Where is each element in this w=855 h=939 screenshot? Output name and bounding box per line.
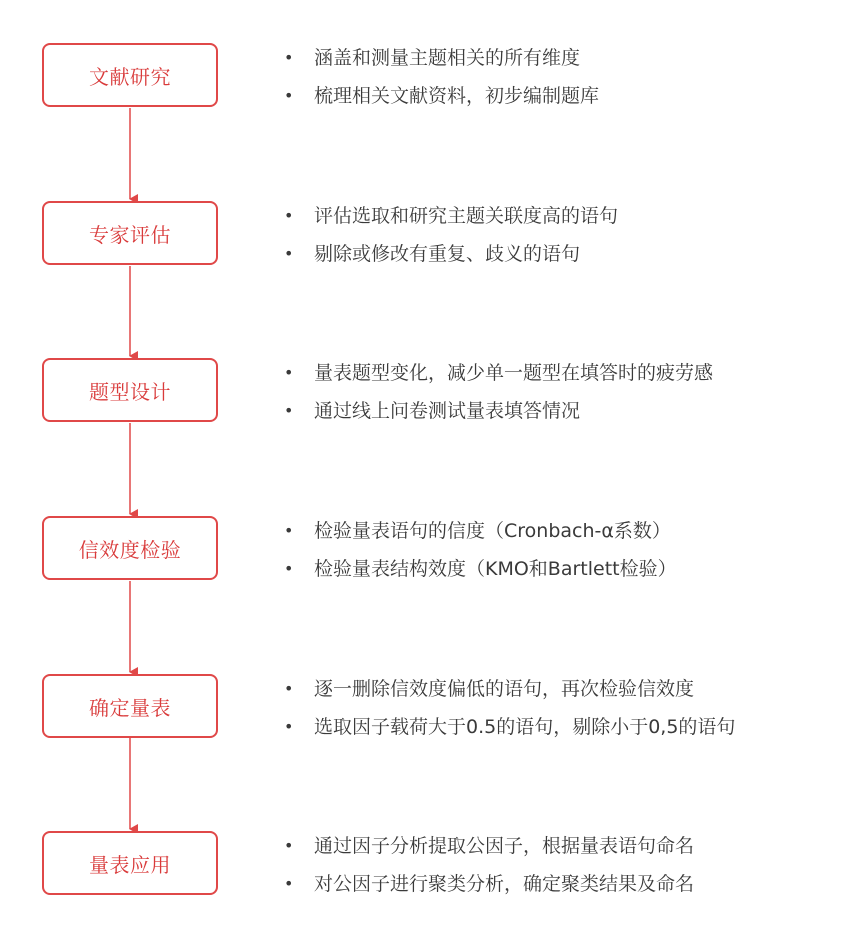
step-box-reliability-validity-test [42,516,218,580]
step-label: 量表应用 [89,852,171,877]
step-box-expert-review [42,201,218,265]
bullet-item: • 量表题型变化，减少单一题型在填答时的疲劳感 [282,354,842,392]
bullet-item: • 选取因子载荷大于0.5的语句，剔除小于0,5的语句 [282,708,842,746]
step-box-question-design [42,358,218,422]
step-label: 文献研究 [89,64,171,89]
bullet-item: • 检验量表结构效度（KMO和Bartlett检验） [282,550,842,588]
bullet-item: • 通过线上问卷测试量表填答情况 [282,392,842,430]
bullet-item: • 梳理相关文献资料，初步编制题库 [282,77,842,115]
bullet-item: • 对公因子进行聚类分析，确定聚类结果及命名 [282,865,842,903]
step-bullets-finalize-scale [282,670,842,746]
bullet-item: • 剔除或修改有重复、歧义的语句 [282,235,842,273]
step-label: 信效度检验 [78,537,182,562]
bullet-item: • 逐一删除信效度偏低的语句，再次检验信效度 [282,670,842,708]
step-bullets-reliability-validity-test [282,512,842,588]
step-label: 确定量表 [89,695,171,720]
step-label: 题型设计 [89,379,171,404]
step-box-literature-research [42,43,218,107]
step-box-finalize-scale [42,674,218,738]
step-box-scale-application [42,831,218,895]
bullet-item: • 评估选取和研究主题关联度高的语句 [282,197,842,235]
step-bullets-question-design [282,354,842,430]
bullet-item: • 通过因子分析提取公因子，根据量表语句命名 [282,827,842,865]
step-bullets-scale-application [282,827,842,903]
step-label: 专家评估 [89,222,171,247]
bullet-item: • 涵盖和测量主题相关的所有维度 [282,39,842,77]
step-bullets-expert-review [282,197,842,273]
bullet-item: • 检验量表语句的信度（Cronbach-α系数） [282,512,842,550]
step-bullets-literature-research [282,39,842,115]
